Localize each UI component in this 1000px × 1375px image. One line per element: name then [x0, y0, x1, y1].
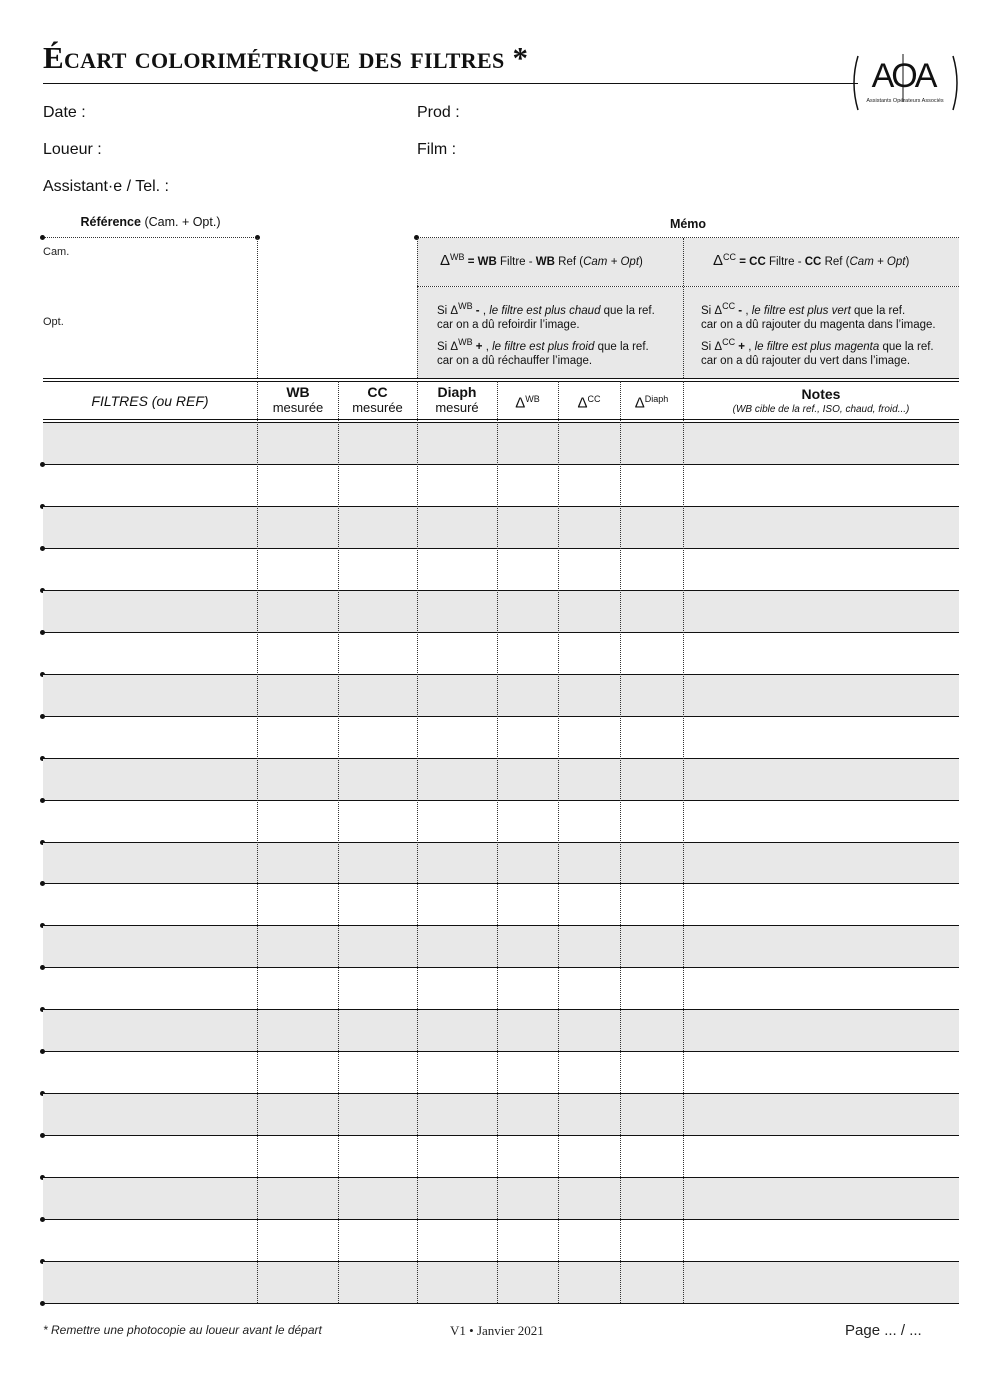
formula-b-bold: WB — [535, 256, 555, 268]
row-bullet-icon — [40, 1259, 45, 1264]
col-diaph-main: Diaph — [437, 384, 477, 400]
col-cc-main: CC — [367, 384, 388, 400]
reference-top-line — [43, 237, 258, 238]
table-row[interactable] — [43, 675, 959, 716]
memo-top-line — [417, 237, 959, 238]
wb-formula — [440, 252, 643, 269]
delta-icon: Δ — [714, 340, 723, 353]
row-divider — [43, 1051, 959, 1052]
footer-page: Page ... / ... — [845, 1322, 922, 1339]
date-field[interactable]: Date : — [43, 104, 86, 121]
row-bullet-icon — [40, 1049, 45, 1054]
col-wb-sub: mesurée — [272, 400, 324, 415]
formula-a-bold: WB — [477, 256, 497, 268]
row-divider — [43, 1261, 959, 1262]
rule-si: Si — [437, 340, 451, 353]
formula-a-rest: Filtre - — [496, 256, 536, 268]
table-header-rule — [43, 419, 959, 420]
table-row[interactable] — [43, 1052, 959, 1093]
row-bullet-icon — [40, 923, 45, 928]
col-diaph — [417, 384, 497, 416]
row-bullet-icon — [40, 462, 45, 467]
row-bullet-icon — [40, 1301, 45, 1306]
formula-eq: = — [736, 256, 750, 268]
row-divider — [43, 1093, 959, 1094]
row-bullet-icon — [40, 588, 45, 593]
table-row[interactable] — [43, 507, 959, 548]
row-divider — [43, 800, 959, 801]
rule-si: Si — [701, 340, 715, 353]
col-diaph-sub: mesuré — [435, 400, 479, 415]
table-row[interactable] — [43, 591, 959, 632]
table-row[interactable] — [43, 1010, 959, 1051]
col-notes-main: Notes — [801, 386, 841, 402]
formula-b-end: ) — [905, 256, 910, 268]
row-bullet-icon — [40, 1175, 45, 1180]
footer-version: V1 • Janvier 2021 — [450, 1323, 544, 1338]
rule-rest: que la ref. — [600, 304, 655, 317]
table-header-rule-2 — [43, 422, 959, 423]
table-row[interactable] — [43, 423, 959, 464]
col-separator — [338, 381, 339, 1303]
delta-icon: Δ — [713, 252, 724, 269]
row-divider — [43, 1303, 959, 1304]
col-separator — [497, 381, 498, 1303]
rule-sup: CC — [722, 337, 736, 347]
rule-si: Si — [701, 304, 715, 317]
delta-icon: Δ — [515, 394, 526, 412]
reference-title-rest: (Cam. + Opt.) — [144, 215, 221, 229]
formula-b-rest: Ref ( — [821, 256, 850, 268]
rule-ital: le filtre est plus froid — [492, 340, 595, 353]
cc-formula — [713, 252, 909, 269]
row-divider — [43, 1135, 959, 1136]
delta-icon: Δ — [577, 394, 588, 412]
col-delta-diaph-sup: Diaph — [644, 394, 669, 404]
formula-a-bold: CC — [749, 256, 766, 268]
col-delta-wb-sup: WB — [525, 394, 540, 404]
table-row[interactable] — [43, 1262, 959, 1303]
title-divider — [43, 83, 858, 84]
col-separator — [558, 381, 559, 1303]
row-bullet-icon — [40, 840, 45, 845]
table-row[interactable] — [43, 801, 959, 842]
row-bullet-icon — [40, 798, 45, 803]
col-wb — [258, 384, 338, 416]
row-divider — [43, 548, 959, 549]
formula-eq: = — [464, 256, 478, 268]
table-top-rule — [43, 378, 959, 379]
rule-sign: + — [472, 340, 486, 353]
col-separator — [683, 381, 684, 1303]
rule-ital: le filtre est plus vert — [751, 304, 851, 317]
rule-line2: car on a dû rajouter du vert dans l’image. — [701, 354, 911, 367]
page-title — [43, 38, 528, 78]
col-cc-sub: mesurée — [352, 400, 403, 415]
row-divider — [43, 674, 959, 675]
title-text: Écart colorimétrique des filtres * — [43, 40, 529, 75]
delta-icon: Δ — [450, 340, 459, 353]
row-bullet-icon — [40, 965, 45, 970]
col-notes — [683, 386, 959, 418]
prod-field[interactable]: Prod : — [417, 104, 460, 121]
row-bullet-icon — [40, 756, 45, 761]
row-divider — [43, 925, 959, 926]
loueur-field[interactable]: Loueur : — [43, 141, 102, 158]
rule-sup: CC — [722, 301, 736, 311]
col-wb-main: WB — [286, 384, 310, 400]
table-row[interactable] — [43, 926, 959, 967]
row-divider — [43, 883, 959, 884]
row-divider — [43, 716, 959, 717]
rule-comma: , — [748, 340, 755, 353]
aoa-logo — [848, 52, 963, 114]
col-separator — [257, 381, 258, 1303]
assistant-field[interactable]: Assistant·e / Tel. : — [43, 178, 169, 195]
row-divider — [43, 1219, 959, 1220]
table-row[interactable] — [43, 633, 959, 674]
rule-sign: + — [735, 340, 749, 353]
film-field[interactable]: Film : — [417, 141, 457, 158]
footer-note: * Remettre une photocopie au loueur avant le départ — [43, 1323, 322, 1337]
logo-mark: AOA — [871, 57, 935, 95]
wb-plus-rule — [437, 335, 677, 368]
table-row[interactable] — [43, 843, 959, 884]
col-delta-diaph — [620, 391, 683, 412]
table-row[interactable] — [43, 1220, 959, 1261]
row-bullet-icon — [40, 630, 45, 635]
row-divider — [43, 590, 959, 591]
table-row[interactable] — [43, 759, 959, 800]
rule-si: Si — [437, 304, 451, 317]
formula-b-end: ) — [639, 256, 643, 268]
col-separator — [417, 381, 418, 1303]
row-bullet-icon — [40, 1133, 45, 1138]
table-row[interactable] — [43, 968, 959, 1009]
col-cc — [338, 384, 417, 416]
col-delta-cc — [558, 391, 620, 412]
rule-rest: que la ref. — [879, 340, 934, 353]
delta-icon: Δ — [634, 394, 645, 412]
row-bullet-icon — [40, 1007, 45, 1012]
row-divider — [43, 967, 959, 968]
opt-label[interactable]: Opt. — [43, 316, 64, 328]
table-row[interactable] — [43, 717, 959, 758]
rule-line2: car on a dû réchauffer l’image. — [437, 354, 593, 367]
delta-icon: Δ — [714, 304, 723, 317]
table-row[interactable] — [43, 1178, 959, 1219]
rule-line2: car on a dû refoirdir l’image. — [437, 318, 580, 331]
table-top-rule-2 — [43, 381, 959, 382]
rule-sup: WB — [458, 337, 473, 347]
row-divider — [43, 632, 959, 633]
table-row[interactable] — [43, 549, 959, 590]
row-divider — [43, 1009, 959, 1010]
rule-comma: , — [745, 304, 752, 317]
logo-subtitle: Assistants Opérateurs Associés — [866, 98, 944, 104]
delta-icon: Δ — [450, 304, 459, 317]
row-bullet-icon — [40, 1091, 45, 1096]
reference-title-bold: Référence — [80, 215, 141, 229]
table-row[interactable] — [43, 1136, 959, 1177]
formula-b-ital: Cam + Opt — [849, 256, 906, 268]
row-divider — [43, 758, 959, 759]
row-divider — [43, 842, 959, 843]
formula-b-rest: Ref ( — [554, 256, 584, 268]
row-bullet-icon — [40, 672, 45, 677]
cc-sup: CC — [723, 252, 737, 263]
rule-comma: , — [482, 304, 490, 317]
table-row[interactable] — [43, 884, 959, 925]
rule-sup: WB — [458, 301, 473, 311]
row-divider — [43, 464, 959, 465]
cc-plus-rule — [701, 335, 957, 368]
col-delta-cc-sup: CC — [587, 394, 601, 404]
col-separator — [620, 381, 621, 1303]
row-bullet-icon — [40, 546, 45, 551]
rule-comma: , — [485, 340, 493, 353]
cam-label[interactable]: Cam. — [43, 246, 70, 258]
memo-divider-line — [683, 238, 684, 378]
col-delta-wb — [497, 391, 558, 412]
formula-b-bold: CC — [804, 256, 822, 268]
row-bullet-icon — [40, 881, 45, 886]
memo-mid-line — [417, 286, 959, 287]
col-notes-sub: (WB cible de la ref., ISO, chaud, froid...) — [732, 404, 910, 415]
row-bullet-icon — [40, 504, 45, 509]
wb-sup: WB — [450, 252, 465, 263]
cc-minus-rule — [701, 299, 957, 332]
table-row[interactable] — [43, 465, 959, 506]
row-bullet-icon — [40, 1217, 45, 1222]
reference-side-line — [257, 238, 258, 378]
delta-icon: Δ — [440, 252, 451, 269]
rule-rest: que la ref. — [850, 304, 906, 317]
rule-line2: car on a dû rajouter du magenta dans l’image. — [701, 318, 936, 331]
wb-minus-rule — [437, 299, 677, 332]
rule-sign: - — [472, 304, 483, 317]
formula-a-rest: Filtre - — [765, 256, 805, 268]
memo-left-line — [417, 238, 418, 378]
row-divider — [43, 506, 959, 507]
corner-dot — [40, 235, 45, 240]
rule-ital: le filtre est plus magenta — [754, 340, 880, 353]
rule-ital: le filtre est plus chaud — [489, 304, 601, 317]
rule-sign: - — [735, 304, 746, 317]
memo-title: Mémo — [669, 217, 707, 231]
reference-title — [43, 215, 258, 229]
formula-b-ital: Cam + Opt — [583, 256, 640, 268]
rule-rest: que la ref. — [594, 340, 649, 353]
row-bullet-icon — [40, 714, 45, 719]
row-divider — [43, 1177, 959, 1178]
col-filters: FILTRES (ou REF) — [91, 393, 209, 409]
table-row[interactable] — [43, 1094, 959, 1135]
